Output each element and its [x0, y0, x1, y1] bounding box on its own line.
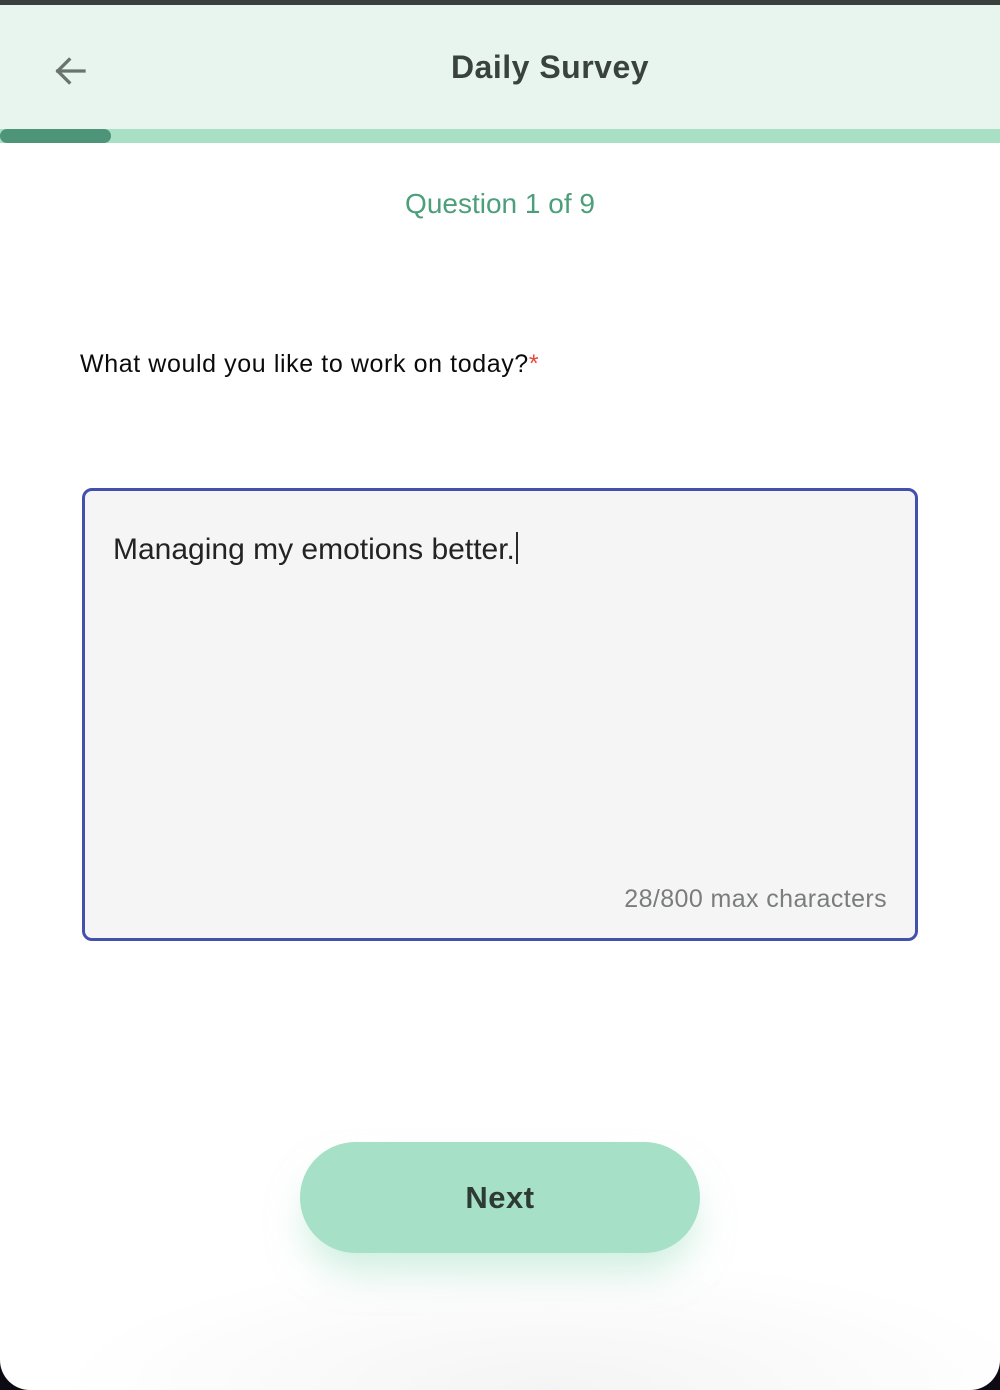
page-title: Daily Survey [450, 48, 650, 85]
bottom-fade [0, 1270, 1000, 1390]
progress-fill [0, 129, 111, 143]
header [0, 5, 1000, 129]
question-counter: Question 1 of 9 [405, 188, 595, 219]
back-arrow-icon [49, 50, 91, 92]
answer-textarea[interactable] [82, 488, 918, 941]
answer-text: Managing my emotions better. [113, 531, 887, 569]
back-button[interactable] [44, 45, 96, 97]
char-counter: 28/800 max characters [624, 885, 887, 913]
question-text: What would you like to work on today? [80, 350, 529, 378]
question-label [80, 350, 940, 379]
progress-bar [0, 129, 1000, 143]
required-asterisk: * [528, 350, 540, 378]
text-cursor [516, 532, 518, 564]
next-button[interactable]: Next [300, 1142, 700, 1253]
